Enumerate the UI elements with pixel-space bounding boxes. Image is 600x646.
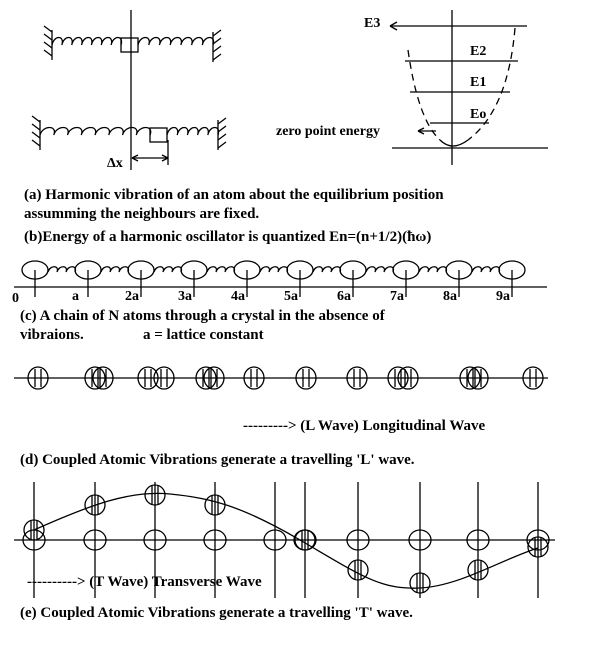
spring-panel <box>32 10 226 170</box>
caption-a-line2: assumming the neighbours are fixed. <box>24 206 260 222</box>
chain-spring <box>48 267 75 272</box>
chain-spring <box>472 267 499 272</box>
caption-b: (b)Energy of a harmonic oscillator is quantized En=(n+1/2)(ħω) <box>24 229 432 245</box>
caption-d: (d) Coupled Atomic Vibrations generate a travelling 'L' wave. <box>20 452 415 468</box>
t-wave-legend: ----------> (T Wave) Transverse Wave <box>27 574 262 590</box>
zero-point-energy-label: zero point energy <box>276 124 380 139</box>
chain-spring <box>101 267 128 272</box>
energy-panel <box>390 10 548 165</box>
caption-a-line1: (a) Harmonic vibration of an atom about the equilibrium position <box>24 187 444 203</box>
displacement-label: Δx <box>107 156 123 171</box>
energy-level-e0: Eo <box>470 107 487 122</box>
chain-spring <box>366 267 393 272</box>
caption-c-line2-prefix: vibraions. <box>20 327 84 343</box>
lattice-tick-label: 5a <box>284 289 298 304</box>
lattice-tick-label: 9a <box>496 289 510 304</box>
chain-spring <box>207 267 234 272</box>
lattice-tick-label: 4a <box>231 289 245 304</box>
energy-level-e1: E1 <box>470 75 487 90</box>
lattice-tick-label: 0 <box>12 291 19 306</box>
energy-level-e3: E3 <box>364 16 381 31</box>
lattice-tick-label: 3a <box>178 289 192 304</box>
chain-spring <box>313 267 340 272</box>
lattice-tick-label: 8a <box>443 289 457 304</box>
lattice-constant-label: a = lattice constant <box>143 327 264 343</box>
l-wave-legend: ---------> (L Wave) Longitudinal Wave <box>243 418 486 434</box>
chain-spring <box>260 267 287 272</box>
chain-spring <box>154 267 181 272</box>
energy-level-e2: E2 <box>470 44 487 59</box>
caption-e: (e) Coupled Atomic Vibrations generate a travelling 'T' wave. <box>20 605 413 621</box>
atom-chain <box>14 261 547 297</box>
lattice-tick-label: 2a <box>125 289 139 304</box>
chain-spring <box>419 267 446 272</box>
lattice-tick-label: a <box>72 289 79 304</box>
lattice-tick-label: 7a <box>390 289 404 304</box>
lattice-tick-label: 6a <box>337 289 351 304</box>
caption-c-line1: (c) A chain of N atoms through a crystal in the absence of <box>20 308 385 324</box>
longitudinal-wave <box>14 367 548 389</box>
